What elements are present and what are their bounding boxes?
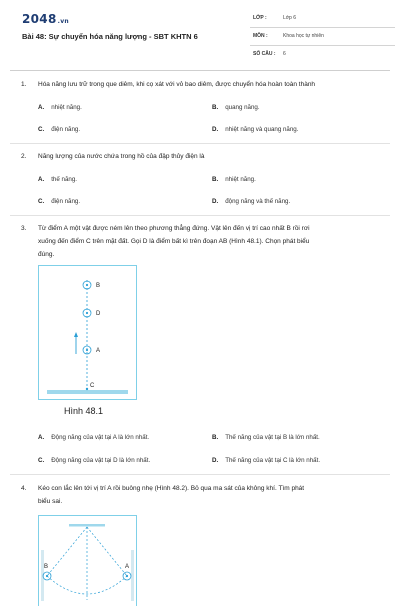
question-number: 1. (21, 81, 27, 88)
option-a[interactable]: A. nhiệt năng. (38, 104, 82, 111)
question-number: 2. (21, 153, 27, 160)
question-text-line: đúng. (38, 251, 55, 258)
page-title: Bài 48: Sự chuyển hóa năng lượng - SBT KHTN 6 (22, 32, 198, 41)
option-a[interactable]: A. thế năng. (38, 176, 77, 183)
option-d[interactable]: D. động năng và thế năng. (212, 198, 291, 205)
meta-row-count (250, 47, 395, 63)
left-scale (41, 550, 44, 601)
figure-caption: Hình 48.1 (64, 406, 104, 416)
string-left (47, 527, 87, 576)
string-right (87, 527, 130, 576)
option-a[interactable]: A. Động năng của vật tại A là lớn nhất. (38, 434, 150, 441)
question-text-line: biểu sai. (38, 498, 63, 505)
question-text-line: xuống đến điểm C trên mặt đất. Gọi D là điểm bất kì trên đoạn AB (Hình 48.1). Chọn phát biểu (38, 238, 310, 245)
option-c[interactable]: C. Động năng của vật tại D là lớn nhất. (38, 457, 151, 464)
option-c[interactable]: C. điện năng. (38, 126, 81, 133)
ground-surface (47, 390, 128, 394)
option-b[interactable]: B. quang năng. (212, 104, 260, 111)
point-a-label: A (125, 564, 130, 570)
meta-value: Khoa học tự nhiên (283, 33, 324, 39)
vertical-throw-diagram (39, 266, 136, 399)
point-d-label: D (96, 311, 101, 317)
question-text-line: Từ điểm A một vật được ném lên theo phương thẳng đứng. Vật lên đến vị trí cao nhất B rồi rơi (38, 225, 310, 232)
right-scale (131, 550, 134, 601)
question-divider (10, 474, 390, 475)
figure-48-2 (38, 515, 137, 606)
question-text (38, 482, 383, 508)
point-b-label: B (96, 283, 101, 289)
meta-key: SỐ CÂU : (253, 51, 276, 57)
question-text: Năng lượng của nước chứa trong hồ của đập thủy điện là (38, 153, 205, 160)
meta-value: 6 (283, 51, 286, 57)
question-text-line: Kéo con lắc lên tới vị trí A rồi buông nhẹ (Hình 48.2). Bỏ qua ma sát của không khí. Tìm phát (38, 485, 305, 492)
option-b[interactable]: B. Thế năng của vật tại B là lớn nhất. (212, 434, 320, 441)
worksheet-header (0, 0, 400, 70)
meta-value: Lớp 6 (283, 15, 297, 21)
pendulum-support (69, 524, 105, 527)
option-b[interactable]: B. nhiệt năng. (212, 176, 256, 183)
header-divider (10, 70, 390, 71)
option-d[interactable]: D. nhiệt năng và quang năng. (212, 126, 299, 133)
question-divider (10, 215, 390, 216)
meta-key: MÔN : (253, 33, 268, 39)
meta-row-class (250, 11, 395, 28)
question-text (38, 222, 383, 261)
pendulum-diagram (39, 516, 136, 601)
question-text: Hóa năng lưu trữ trong que diêm, khi cọ xát với vỏ bao diêm, được chuyển hóa hoàn toàn thành (38, 81, 316, 88)
figure-48-1 (38, 265, 137, 400)
question-divider (10, 143, 390, 144)
meta-row-subject (250, 29, 395, 46)
upward-arrow-head (74, 332, 78, 337)
point-b-label: B (44, 564, 49, 570)
question-number: 4. (21, 485, 27, 492)
meta-key: LỚP : (253, 15, 267, 21)
point-c-label: C (90, 383, 95, 389)
site-logo[interactable]: 2048.vn (22, 12, 69, 26)
point-a-label: A (96, 348, 101, 354)
option-c[interactable]: C. điện năng. (38, 198, 81, 205)
question-number: 3. (21, 225, 27, 232)
option-d[interactable]: D. Thế năng của vật tại C là lớn nhất. (212, 457, 321, 464)
point-c-marker (86, 388, 88, 390)
